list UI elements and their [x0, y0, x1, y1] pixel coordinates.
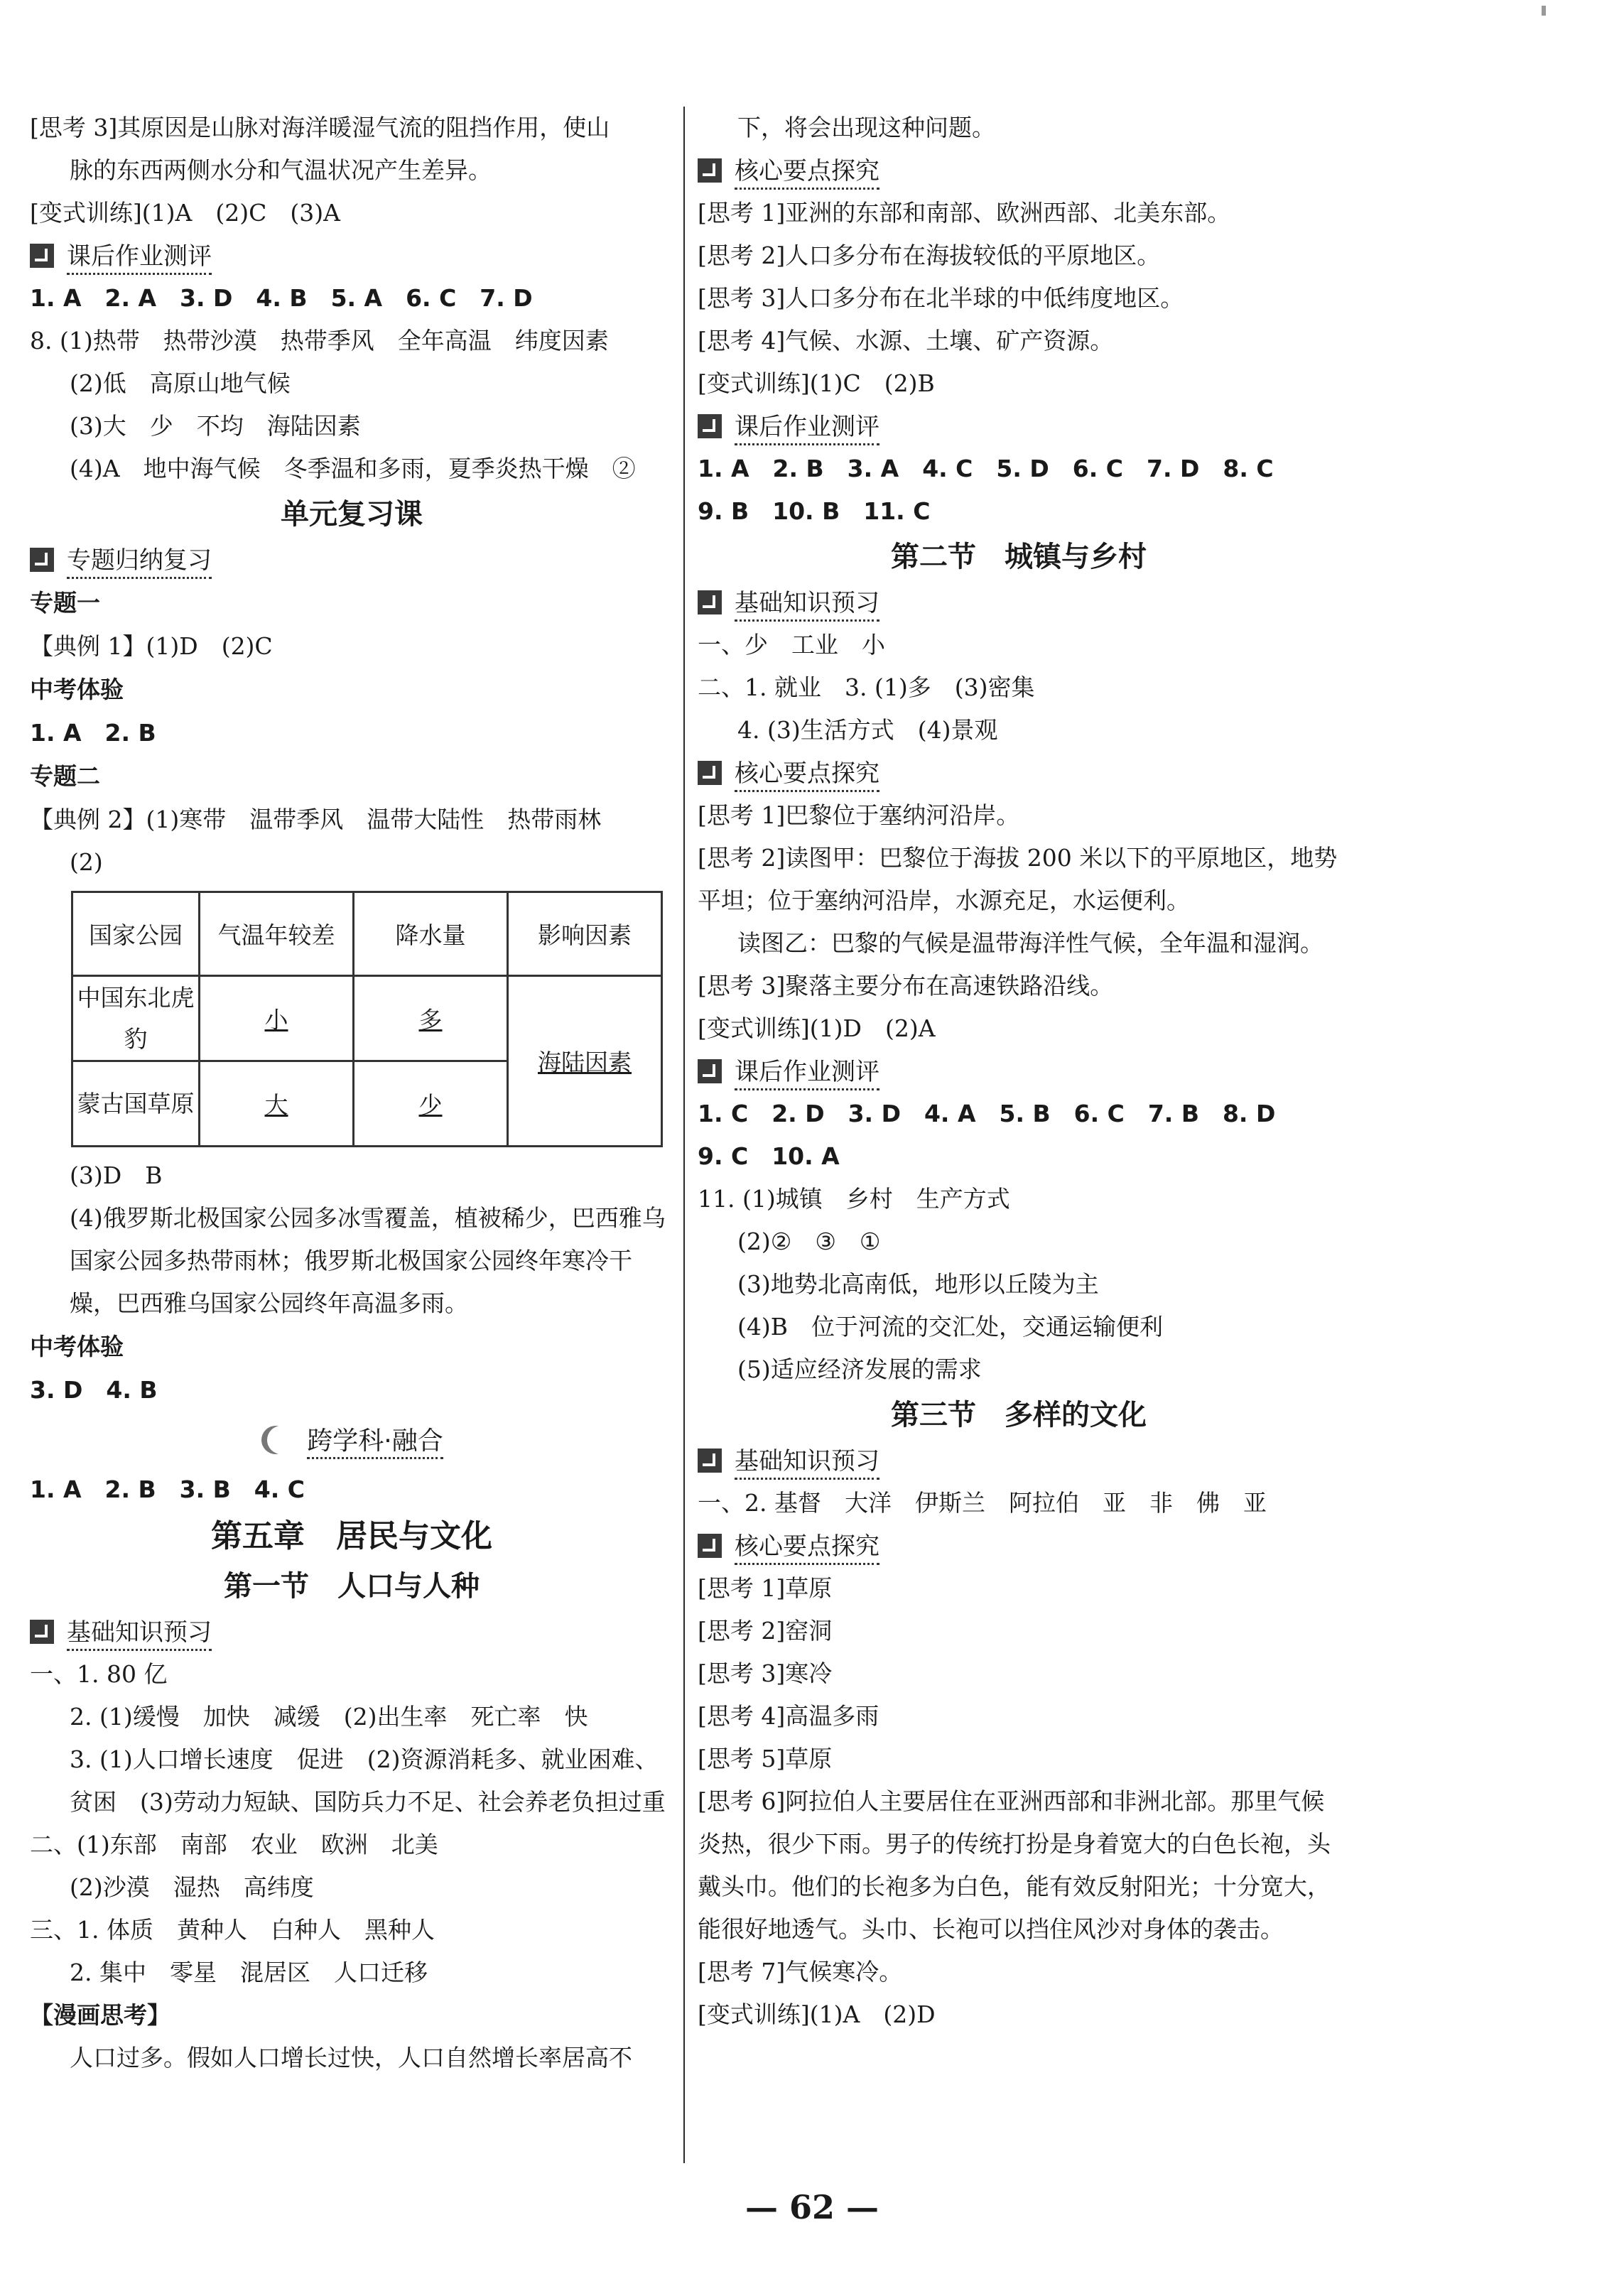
table-cell: 小	[200, 976, 354, 1061]
exam-heading: 中考体验	[30, 676, 124, 703]
text-line: [思考 3]其原因是山脉对海洋暖湿气流的阻挡作用，使山	[30, 114, 610, 141]
crescent-icon	[267, 1426, 296, 1454]
section-heading: 核心要点探究	[698, 1525, 1340, 1567]
answer-line: 11. (1)城镇 乡村 生产方式	[698, 1185, 1010, 1213]
answer-line: 三、1. 体质 黄种人 白种人 黑种人	[30, 1916, 435, 1944]
answer-line: [思考 3]聚落主要分布在高速铁路沿线。	[698, 972, 1114, 1000]
arrow-icon	[698, 158, 722, 183]
answer-line: 一、2. 基督 大洋 伊斯兰 阿拉伯 亚 非 佛 亚	[698, 1489, 1267, 1517]
answer-line: 8. (1)热带 热带沙漠 热带季风 全年高温 纬度因素	[30, 327, 609, 354]
arrow-icon	[698, 761, 722, 785]
topic-heading: 专题二	[30, 762, 100, 790]
answer-line: 读图乙：巴黎的气候是温带海洋性气候，全年温和湿润。	[737, 929, 1323, 957]
section-heading: 基础知识预习	[30, 1610, 673, 1653]
section-title: 第一节 人口与人种	[224, 1569, 480, 1603]
answer-line: 2. 集中 零星 混居区 人口迁移	[70, 1959, 428, 1986]
table-cell: 多	[354, 976, 508, 1061]
answer-line: [思考 1]亚洲的东部和南部、欧洲西部、北美东部。	[698, 199, 1231, 227]
answer-line: 1. C 2. D 3. D 4. A 5. B 6. C 7. B 8. D	[698, 1100, 1276, 1127]
answer-line: [变式训练](1)A (2)D	[698, 2000, 936, 2028]
arrow-icon	[698, 1059, 722, 1083]
text-line: 脉的东西两侧水分和气温状况产生差异。	[70, 156, 492, 184]
answer-line: 3. D 4. B	[30, 1376, 158, 1404]
answer-paragraph: [思考 2]读图甲：巴黎位于海拔 200 米以下的平原地区，地势平坦；位于塞纳河沿岸，水源充足，水运便利。	[698, 844, 1338, 914]
text-line: 下，将会出现这种问题。	[737, 114, 995, 141]
answer-line: (2)低 高原山地气候	[70, 369, 291, 397]
answer-line: [变式训练](1)D (2)A	[698, 1014, 936, 1042]
section-heading: 基础知识预习	[698, 581, 1340, 624]
answer-line: [思考 3]人口多分布在北半球的中低纬度地区。	[698, 284, 1184, 312]
section-title: 第三节 多样的文化	[891, 1398, 1147, 1431]
topic-heading: 专题一	[30, 589, 100, 617]
arrow-icon	[30, 548, 54, 572]
table-cell: 少	[354, 1061, 508, 1147]
table-header: 影响因素	[508, 892, 662, 976]
answer-line: 9. B 10. B 11. C	[698, 497, 931, 525]
section-heading: 核心要点探究	[698, 149, 1340, 192]
section-heading: 基础知识预习	[698, 1439, 1340, 1482]
answer-line: [思考 1]巴黎位于塞纳河沿岸。	[698, 801, 1020, 829]
answer-line: [思考 2]人口多分布在海拔较低的平原地区。	[698, 242, 1161, 269]
answer-line: 2. (1)缓慢 加快 减缓 (2)出生率 死亡率 快	[70, 1703, 588, 1731]
exam-heading: 中考体验	[30, 1333, 124, 1360]
answer-line: 二、1. 就业 3. (1)多 (3)密集	[698, 673, 1035, 701]
section-heading: 课后作业测评	[30, 234, 673, 277]
answer-line: 一、1. 80 亿	[30, 1660, 168, 1688]
arrow-icon	[698, 1534, 722, 1558]
section-title: 第二节 城镇与乡村	[891, 540, 1147, 573]
answer-line: [思考 1]草原	[698, 1574, 833, 1602]
table-header: 气温年较差	[200, 892, 354, 976]
answer-line: [思考 3]寒冷	[698, 1659, 833, 1687]
scan-mark	[1542, 6, 1546, 16]
cross-discipline-heading: 跨学科·融合	[30, 1412, 673, 1468]
answer-line: 9. C 10. A	[698, 1142, 840, 1170]
page-number: — 62 —	[745, 2188, 879, 2226]
table-cell: 蒙古国草原	[72, 1061, 200, 1147]
right-column	[698, 107, 1340, 2036]
answer-line: 【典例 1】(1)D (2)C	[30, 632, 273, 660]
answer-line: 1. A 2. B 3. B 4. C	[30, 1475, 305, 1503]
answer-paragraph: (4)俄罗斯北极国家公园多冰雪覆盖，植被稀少，巴西雅乌国家公园多热带雨林；俄罗斯北极国家公园终年寒冷干燥，巴西雅乌国家公园终年高温多雨。	[70, 1204, 666, 1317]
answer-line: [思考 4]高温多雨	[698, 1702, 879, 1730]
climate-table	[71, 891, 663, 1147]
answer-paragraph: [思考 6]阿拉伯人主要居住在亚洲西部和非洲北部。那里气候炎热，很少下雨。男子的传统打扮是身着宽大的白色长袍，头戴头巾。他们的长袍多为白色，能有效反射阳光；十分宽大，能很好地透气。头巾、长袍可以挡住风沙对身体的袭击。	[698, 1787, 1331, 1943]
unit-title: 单元复习课	[281, 497, 423, 531]
answer-line: 一、少 工业 小	[698, 631, 885, 659]
answer-line: (2)② ③ ①	[737, 1228, 881, 1255]
table-cell: 海陆因素	[508, 976, 662, 1147]
column-divider	[683, 107, 685, 2163]
chapter-title: 第五章 居民与文化	[211, 1518, 492, 1554]
answer-line: 【典例 2】(1)寒带 温带季风 温带大陆性 热带雨林	[30, 806, 602, 833]
section-heading: 课后作业测评	[698, 405, 1340, 448]
arrow-icon	[30, 1620, 54, 1644]
arrow-icon	[698, 590, 722, 614]
answer-line: [思考 5]草原	[698, 1745, 833, 1772]
answer-line: (3)D B	[70, 1161, 163, 1189]
answer-line: (3)大 少 不均 海陆因素	[70, 412, 361, 440]
answer-paragraph: 3. (1)人口增长速度 促进 (2)资源消耗多、就业困难、贫困 (3)劳动力短缺、国防兵力不足、社会养老负担过重	[70, 1745, 666, 1816]
arrow-icon	[698, 414, 722, 438]
text-line: [变式训练](1)A (2)C (3)A	[30, 199, 340, 227]
section-heading: 专题归纳复习	[30, 538, 673, 581]
text-line: 人口过多。假如人口增长过快，人口自然增长率居高不	[70, 2044, 632, 2072]
answer-line: 1. A 2. B	[30, 719, 156, 747]
left-column	[30, 107, 673, 2079]
answer-line: (4)A 地中海气候 冬季温和多雨，夏季炎热干燥 ②	[70, 455, 636, 482]
answer-line: 1. A 2. A 3. D 4. B 5. A 6. C 7. D	[30, 284, 533, 312]
answer-line: [思考 4]气候、水源、土壤、矿产资源。	[698, 327, 1114, 354]
answer-line: [思考 2]窑洞	[698, 1617, 833, 1645]
arrow-icon	[698, 1448, 722, 1473]
answer-line: (5)适应经济发展的需求	[737, 1355, 982, 1383]
section-heading: 课后作业测评	[698, 1050, 1340, 1093]
answer-line: (2)	[70, 848, 103, 876]
answer-line: 1. A 2. B 3. A 4. C 5. D 6. C 7. D 8. C	[698, 455, 1274, 482]
table-cell: 中国东北虎豹	[72, 976, 200, 1061]
answer-line: 二、(1)东部 南部 农业 欧洲 北美	[30, 1831, 438, 1858]
table-cell: 大	[200, 1061, 354, 1147]
table-header: 降水量	[354, 892, 508, 976]
answer-line: (2)沙漠 湿热 高纬度	[70, 1873, 314, 1901]
answer-line: [变式训练](1)C (2)B	[698, 369, 935, 397]
answer-line: 4. (3)生活方式 (4)景观	[737, 716, 998, 744]
answer-line: [思考 7]气候寒冷。	[698, 1958, 903, 1986]
arrow-icon	[30, 244, 54, 268]
section-heading: 核心要点探究	[698, 752, 1340, 794]
answer-line: (3)地势北高南低，地形以丘陵为主	[737, 1270, 1099, 1298]
table-header: 国家公园	[72, 892, 200, 976]
answer-line: (4)B 位于河流的交汇处，交通运输便利	[737, 1313, 1163, 1341]
comic-heading: 【漫画思考】	[30, 2001, 170, 2029]
